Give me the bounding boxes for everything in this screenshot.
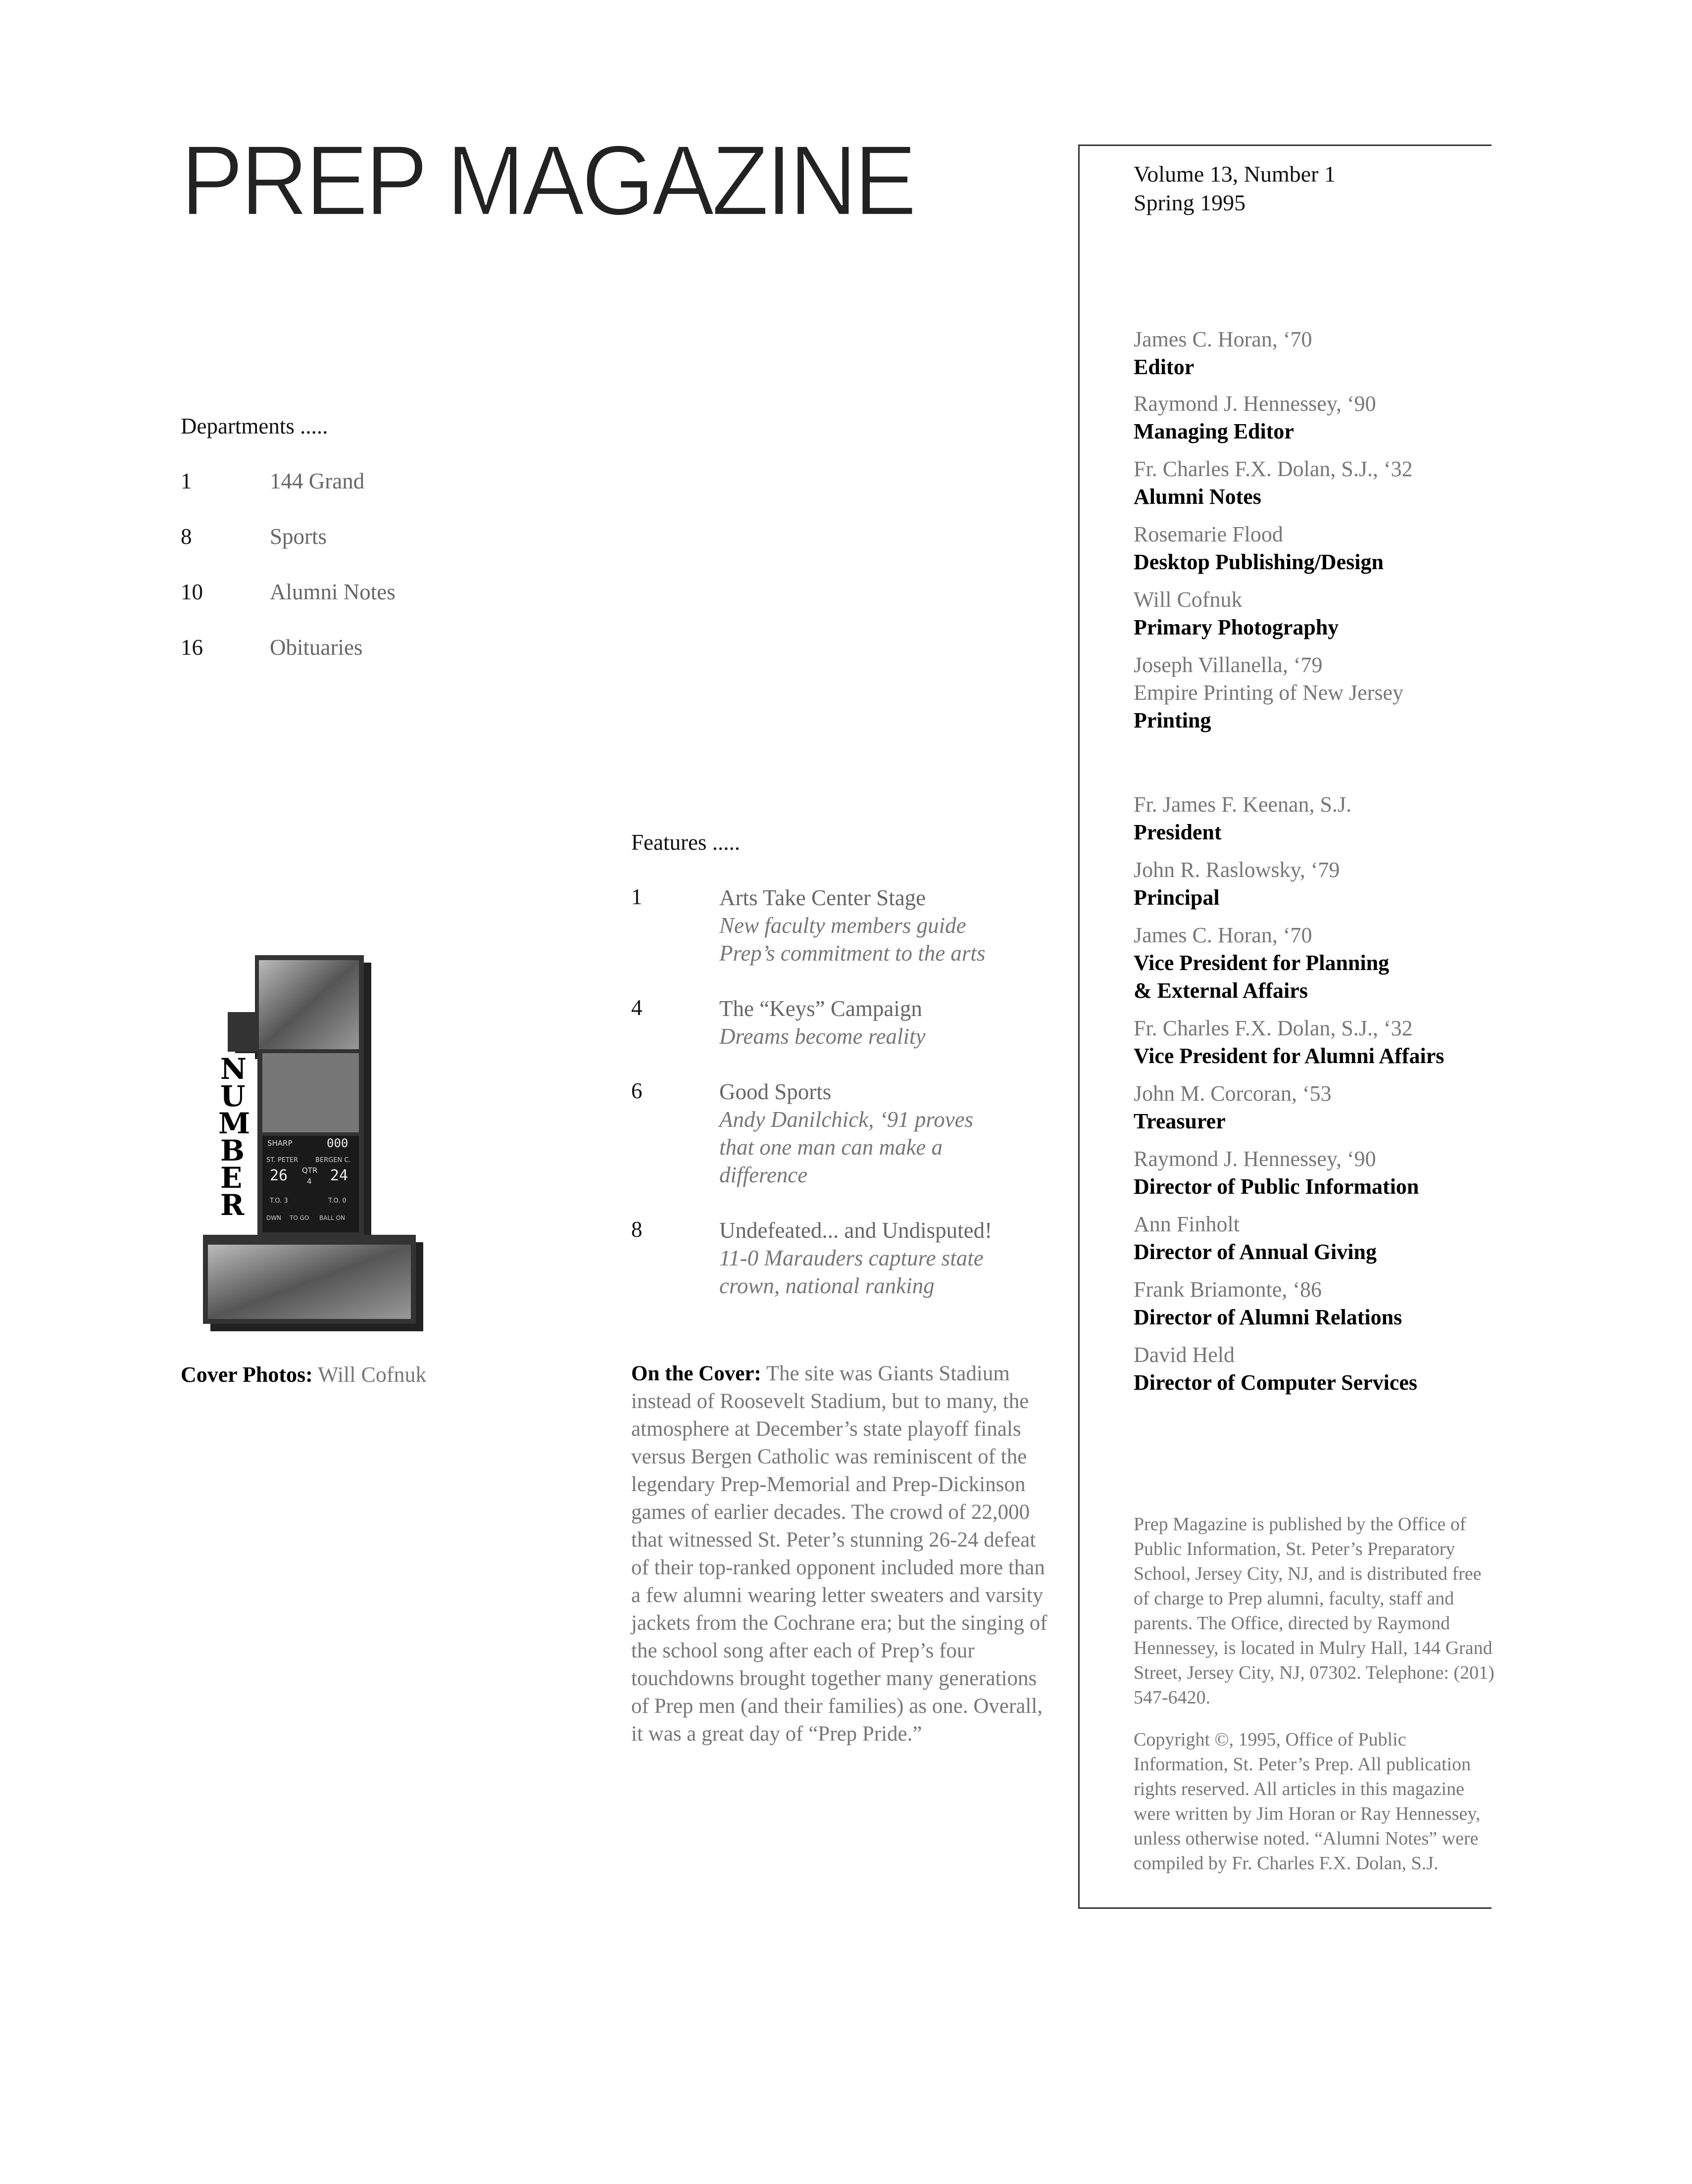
on-cover-label: On the Cover: bbox=[631, 1362, 761, 1385]
staff-role: Printing bbox=[1134, 708, 1211, 732]
photo-panel-bottom bbox=[208, 1245, 411, 1319]
photo-panel-top bbox=[259, 960, 359, 1049]
copyright-note: Copyright ©, 1995, Office of Public Information, St. Peter’s Prep. All publication rights reserved. All articles in this magazine were written by Jim Horan or Ray Hennessey, unless otherwise noted. “Alumni Notes” were compiled by Fr. Charles F.X. Dolan, S.J. bbox=[1134, 1729, 1481, 1874]
department-page: 16 bbox=[181, 635, 203, 660]
staff-name: James C. Horan, ‘70 bbox=[1134, 327, 1312, 351]
on-cover-text: The site was Giants Stadium instead of Roosevelt Stadium, but to many, the atmosphere at December’s state playoff finals versus Bergen Catholic was reminiscent of the legendary Prep-Memorial and Prep-Dickinson games of earlier decades. The crowd of 22,000 that witnessed St. Peter’s stunning 26-24 defeat of their top-ranked opponent included more than a few alumni wearing letter sweaters and varsity jackets from the Cochrane era; but the singing of the school song after each of Prep’s four touchdowns brought together many generations of Prep men (and their families) as one. Overall, it was a great day of “Prep Pride.” bbox=[631, 1362, 1047, 1746]
admin-role: Director of Public Information bbox=[1134, 1174, 1419, 1199]
feature-subtitle: Andy Danilchick, ‘91 proves bbox=[719, 1107, 974, 1132]
scoreboard-away-score: 24 bbox=[330, 1167, 348, 1184]
staff-role: Primary Photography bbox=[1134, 615, 1339, 639]
staff-name: Will Cofnuk bbox=[1134, 587, 1243, 612]
admin-credit bbox=[1134, 856, 1510, 912]
admin-credit bbox=[1134, 791, 1510, 846]
features-heading: Features ..... bbox=[631, 830, 740, 855]
admin-role: Treasurer bbox=[1134, 1109, 1226, 1133]
department-page: 8 bbox=[181, 524, 192, 549]
scoreboard-away-timeouts: T.O. 0 bbox=[328, 1197, 347, 1205]
cover-credit-label: Cover Photos: bbox=[181, 1362, 313, 1387]
on-the-cover-paragraph bbox=[631, 1360, 1057, 1748]
feature-page: 4 bbox=[631, 995, 643, 1020]
admin-name: Fr. Charles F.X. Dolan, S.J., ‘32 bbox=[1134, 1016, 1413, 1040]
department-label: 144 Grand bbox=[270, 469, 365, 493]
admin-role: Director of Annual Giving bbox=[1134, 1240, 1377, 1264]
number-letter: R bbox=[220, 1188, 245, 1222]
admin-name: John M. Corcoran, ‘53 bbox=[1134, 1081, 1332, 1106]
number-letter: M bbox=[218, 1107, 250, 1140]
admin-name: Ann Finholt bbox=[1134, 1212, 1240, 1236]
feature-subtitle: that one man can make a bbox=[719, 1135, 943, 1160]
admin-name: Frank Briamonte, ‘86 bbox=[1134, 1277, 1322, 1302]
feature-item[interactable] bbox=[631, 1216, 1077, 1306]
admin-credit bbox=[1134, 922, 1510, 1005]
scoreboard-clock: 000 bbox=[327, 1136, 348, 1150]
admin-name: James C. Horan, ‘70 bbox=[1134, 923, 1312, 947]
feature-page: 1 bbox=[631, 884, 643, 909]
admin-role: Vice President for Alumni Affairs bbox=[1134, 1044, 1444, 1068]
number-one-cover-graphic bbox=[200, 955, 433, 1331]
departments-heading: Departments ..... bbox=[181, 414, 328, 438]
feature-subtitle: Dreams become reality bbox=[719, 1024, 926, 1049]
feature-subtitle: Prep’s commitment to the arts bbox=[719, 941, 986, 966]
feature-subtitle: crown, national ranking bbox=[719, 1273, 935, 1298]
admin-role-line2: & External Affairs bbox=[1134, 978, 1308, 1003]
staff-name: Rosemarie Flood bbox=[1134, 522, 1283, 546]
staff-role: Desktop Publishing/Design bbox=[1134, 550, 1384, 574]
feature-title: Good Sports bbox=[719, 1079, 832, 1104]
admin-credit bbox=[1134, 1080, 1510, 1135]
staff-credit bbox=[1134, 455, 1510, 511]
feature-subtitle: difference bbox=[719, 1163, 808, 1187]
admin-role: President bbox=[1134, 820, 1222, 844]
admin-name: John R. Raslowsky, ‘79 bbox=[1134, 858, 1340, 882]
admin-role: Director of Alumni Relations bbox=[1134, 1305, 1402, 1329]
cover-credit-value: Will Cofnuk bbox=[318, 1362, 427, 1387]
admin-credit bbox=[1134, 1341, 1510, 1397]
number-letter: U bbox=[220, 1079, 246, 1113]
feature-title: The “Keys” Campaign bbox=[719, 996, 922, 1021]
staff-credit bbox=[1134, 390, 1510, 445]
admin-credit bbox=[1134, 1211, 1510, 1266]
scoreboard-ball-on: BALL ON bbox=[319, 1214, 346, 1221]
volume-number: Volume 13, Number 1 bbox=[1134, 161, 1336, 187]
staff-name: Fr. Charles F.X. Dolan, S.J., ‘32 bbox=[1134, 457, 1413, 481]
department-page: 1 bbox=[181, 469, 192, 493]
admin-role: Vice President for Planning bbox=[1134, 951, 1390, 975]
scoreboard-home-timeouts: T.O. 3 bbox=[270, 1197, 288, 1205]
admin-role: Director of Computer Services bbox=[1134, 1370, 1418, 1395]
issue-info bbox=[1134, 160, 1336, 217]
scoreboard-home-score: 26 bbox=[270, 1167, 288, 1184]
publisher-note: Prep Magazine is published by the Office of Public Information, St. Peter’s Preparatory School, Jersey City, NJ, and is distributed free of charge to Prep alumni, faculty, staff and parents. The Office, directed by Raymond Hennessey, is located in Mulry Hall, 144 Grand Street, Jersey City, NJ, 07302. Telephone: (201) 547-6420. bbox=[1134, 1514, 1494, 1708]
scoreboard-home-team: ST. PETER bbox=[266, 1157, 299, 1164]
scoreboard-qtr-label: QTR bbox=[302, 1166, 318, 1175]
admin-name: David Held bbox=[1134, 1343, 1235, 1367]
admin-name: Fr. James F. Keenan, S.J. bbox=[1134, 792, 1352, 817]
staff-role: Editor bbox=[1134, 355, 1194, 379]
department-page: 10 bbox=[181, 580, 203, 604]
number-letter: N bbox=[220, 1052, 247, 1086]
staff-credit bbox=[1134, 521, 1510, 576]
number-letter: B bbox=[220, 1134, 245, 1167]
feature-item[interactable] bbox=[631, 1078, 1077, 1197]
feature-page: 6 bbox=[631, 1078, 643, 1103]
staff-name: Joseph Villanella, ‘79 bbox=[1134, 653, 1323, 677]
masthead: PREP MAGAZINE bbox=[181, 125, 914, 237]
department-label: Sports bbox=[270, 524, 327, 549]
issue-date: Spring 1995 bbox=[1134, 190, 1246, 215]
photo-panel-middle bbox=[262, 1053, 359, 1132]
scoreboard-down: DWN bbox=[266, 1214, 282, 1221]
number-letter: E bbox=[220, 1161, 243, 1195]
department-label: Alumni Notes bbox=[270, 580, 396, 604]
staff-company: Empire Printing of New Jersey bbox=[1134, 680, 1403, 705]
scoreboard-to-go: TO GO bbox=[290, 1214, 309, 1221]
staff-role: Alumni Notes bbox=[1134, 485, 1261, 509]
cover-photo-credit bbox=[181, 1362, 427, 1387]
feature-subtitle: New faculty members guide bbox=[719, 913, 966, 938]
staff-box-bottom-rule bbox=[1078, 1907, 1492, 1909]
scoreboard-brand: SHARP bbox=[267, 1139, 293, 1148]
admin-name: Raymond J. Hennessey, ‘90 bbox=[1134, 1147, 1376, 1171]
department-label: Obituaries bbox=[270, 635, 363, 660]
feature-item[interactable] bbox=[631, 884, 1077, 966]
feature-item[interactable] bbox=[631, 995, 1077, 1054]
scoreboard-qtr-value: 4 bbox=[307, 1177, 312, 1186]
staff-credit bbox=[1134, 326, 1510, 381]
staff-role: Managing Editor bbox=[1134, 419, 1294, 443]
scoreboard-away-team: BERGEN C. bbox=[315, 1157, 351, 1164]
admin-credit bbox=[1134, 1276, 1510, 1331]
admin-role: Principal bbox=[1134, 885, 1220, 910]
feature-page: 8 bbox=[631, 1217, 643, 1242]
feature-title: Undefeated... and Undisputed! bbox=[719, 1218, 993, 1243]
staff-credit bbox=[1134, 586, 1510, 641]
feature-title: Arts Take Center Stage bbox=[719, 885, 926, 910]
admin-credit bbox=[1134, 1015, 1510, 1070]
staff-name: Raymond J. Hennessey, ‘90 bbox=[1134, 391, 1376, 416]
admin-credit bbox=[1134, 1145, 1510, 1201]
staff-credit bbox=[1134, 651, 1510, 734]
feature-subtitle: 11-0 Marauders capture state bbox=[719, 1246, 984, 1270]
